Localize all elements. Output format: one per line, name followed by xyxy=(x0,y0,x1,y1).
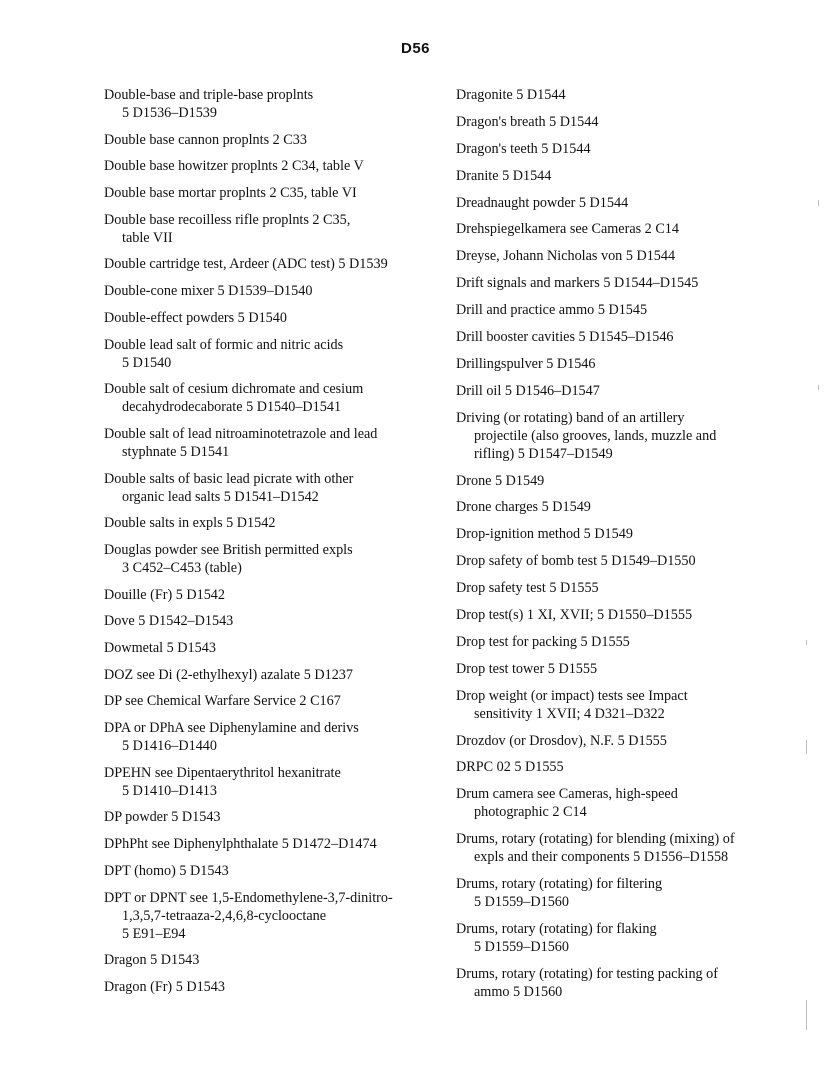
index-entry xyxy=(456,382,801,400)
index-entry xyxy=(456,86,801,104)
scan-mark xyxy=(806,1000,807,1030)
index-entry-line: Drone 5 D1549 xyxy=(456,472,545,489)
index-entry-line: organic lead salts 5 D1541–D1542 xyxy=(122,488,319,505)
index-entry xyxy=(456,301,801,319)
index-entry xyxy=(104,336,434,372)
index-entry xyxy=(104,835,434,853)
scan-mark xyxy=(818,385,819,390)
index-entry xyxy=(104,184,434,202)
index-entry xyxy=(104,282,434,300)
index-entry-line: 5 D1559–D1560 xyxy=(474,939,569,956)
index-entry xyxy=(104,380,434,416)
index-entry xyxy=(104,425,434,461)
index-entry-line: decahydrodecaborate 5 D1540–D1541 xyxy=(122,399,342,416)
index-entry-line: 5 D1416–D1440 xyxy=(122,738,217,755)
page-number: D56 xyxy=(400,40,431,57)
index-entry xyxy=(104,951,434,969)
index-entry-line: Drop safety of bomb test 5 D1549–D1550 xyxy=(456,553,696,570)
index-entry xyxy=(456,732,801,750)
index-entry xyxy=(456,498,801,516)
index-entry-line: Drift signals and markers 5 D1544–D1545 xyxy=(456,275,699,292)
index-entry-line: photographic 2 C14 xyxy=(474,804,587,821)
index-entry-line: Drop test tower 5 D1555 xyxy=(456,660,598,677)
index-entry xyxy=(104,211,434,247)
index-entry xyxy=(456,355,801,373)
index-entry-line: Dragon's teeth 5 D1544 xyxy=(456,140,591,157)
index-entry-line: Driving (or rotating) band of an artillery xyxy=(456,409,685,426)
index-entry-line: Dranite 5 D1544 xyxy=(456,167,552,184)
index-entry xyxy=(456,552,801,570)
index-entry-line: DPA or DPhA see Diphenylamine and derivs xyxy=(104,720,359,737)
index-entry-line: Drums, rotary (rotating) for blending (mixing) of xyxy=(456,831,735,848)
index-entry xyxy=(456,525,801,543)
index-entry-line: Double-effect powders 5 D1540 xyxy=(104,309,287,326)
index-entry-line: DPT (homo) 5 D1543 xyxy=(104,862,229,879)
index-entry-line: 5 D1536–D1539 xyxy=(122,105,217,121)
index-entry-line: Drop safety test 5 D1555 xyxy=(456,580,599,597)
index-entry xyxy=(104,978,434,996)
index-entry-line: Dove 5 D1542–D1543 xyxy=(104,613,234,630)
index-entry-line: Drill oil 5 D1546–D1547 xyxy=(456,382,600,399)
index-entry xyxy=(456,687,801,723)
index-entry-line: expls and their components 5 D1556–D1558 xyxy=(474,849,729,866)
index-entry-line: Drop test for packing 5 D1555 xyxy=(456,633,630,650)
index-entry-line: Drillingspulver 5 D1546 xyxy=(456,355,596,372)
index-entry-line: Dragon (Fr) 5 D1543 xyxy=(104,978,225,995)
index-entry-line: DPT or DPNT see 1,5-Endomethylene-3,7-dinitro- xyxy=(104,889,393,906)
index-entry xyxy=(456,409,801,463)
index-entry-line: Dragon 5 D1543 xyxy=(104,952,200,969)
index-entry xyxy=(456,247,801,265)
index-entry-line: Drums, rotary (rotating) for flaking xyxy=(456,921,657,938)
index-entry-line: Drill booster cavities 5 D1545–D1546 xyxy=(456,329,674,346)
index-entry xyxy=(104,86,434,122)
index-entry xyxy=(456,579,801,597)
index-entry xyxy=(104,808,434,826)
index-entry-line: DP powder 5 D1543 xyxy=(104,809,221,826)
index-entry-line: DP see Chemical Warfare Service 2 C167 xyxy=(104,693,341,710)
index-entry-line: Double salts in expls 5 D1542 xyxy=(104,515,276,532)
index-entry-line: Drozdov (or Drosdov), N.F. 5 D1555 xyxy=(456,732,667,749)
index-entry xyxy=(104,541,434,577)
index-entry-line: Drop weight (or impact) tests see Impact xyxy=(456,687,688,704)
index-entry xyxy=(456,113,801,131)
scan-mark xyxy=(806,740,807,754)
index-entry xyxy=(456,140,801,158)
index-entry-line: 5 D1559–D1560 xyxy=(474,894,569,911)
index-entry-line: Double base mortar proplnts 2 C35, table VI xyxy=(104,185,357,202)
index-entry xyxy=(104,586,434,604)
index-entry xyxy=(104,470,434,506)
index-entry xyxy=(456,274,801,292)
index-entry-line: Dragonite 5 D1544 xyxy=(456,87,566,103)
index-entry-line: sensitivity 1 XVII; 4 D321–D322 xyxy=(474,705,665,722)
index-entry-line: Double salts of basic lead picrate with other xyxy=(104,470,354,487)
index-entry-line: 5 E91–E94 xyxy=(122,925,186,942)
index-entry-line: Drop test(s) 1 XI, XVII; 5 D1550–D1555 xyxy=(456,607,693,624)
index-entry xyxy=(456,785,801,821)
index-entry-line: Dreyse, Johann Nicholas von 5 D1544 xyxy=(456,248,676,265)
index-entry-line: Drum camera see Cameras, high-speed xyxy=(456,786,678,803)
index-entry-line: ammo 5 D1560 xyxy=(474,983,563,1000)
index-entry-line: Dreadnaught powder 5 D1544 xyxy=(456,194,629,211)
index-entry-line: styphnate 5 D1541 xyxy=(122,443,230,460)
index-entry-line: DOZ see Di (2-ethylhexyl) azalate 5 D1237 xyxy=(104,666,353,683)
index-entry-line: Drums, rotary (rotating) for filtering xyxy=(456,876,663,893)
index-entry-line: Double-base and triple-base proplnts xyxy=(104,87,314,103)
index-entry-line: Douille (Fr) 5 D1542 xyxy=(104,586,225,603)
index-entry-line: DPhPht see Diphenylphthalate 5 D1472–D1474 xyxy=(104,836,377,853)
index-entry xyxy=(456,472,801,490)
index-entry xyxy=(104,719,434,755)
index-entry-line: Dragon's breath 5 D1544 xyxy=(456,113,599,130)
index-entry xyxy=(104,309,434,327)
index-entry xyxy=(104,514,434,532)
index-entry xyxy=(104,131,434,149)
index-entry-line: Douglas powder see British permitted expls xyxy=(104,541,353,558)
index-entry-line: Drone charges 5 D1549 xyxy=(456,499,591,516)
index-entry-line: table VII xyxy=(122,229,173,246)
index-entry-line: Dowmetal 5 D1543 xyxy=(104,640,216,656)
index-entry xyxy=(104,255,434,273)
index-entry-line: Double salt of cesium dichromate and cesium xyxy=(104,381,364,398)
index-column-left xyxy=(104,86,434,1005)
index-entry-line: Drums, rotary (rotating) for testing packing of xyxy=(456,965,719,982)
scan-mark xyxy=(818,200,819,206)
index-entry xyxy=(456,758,801,776)
index-entry xyxy=(104,889,434,943)
index-entry-line: Drehspiegelkamera see Cameras 2 C14 xyxy=(456,221,679,238)
index-entry xyxy=(104,692,434,710)
index-entry xyxy=(104,639,434,657)
index-entry xyxy=(456,830,801,866)
index-entry-line: 1,3,5,7-tetraaza-2,4,6,8-cyclooctane xyxy=(122,907,327,924)
index-entry xyxy=(456,965,801,1001)
index-entry-line: 5 D1410–D1413 xyxy=(122,782,217,799)
index-entry xyxy=(456,633,801,651)
index-entry-line: Drop-ignition method 5 D1549 xyxy=(456,526,633,543)
index-entry-line: rifling) 5 D1547–D1549 xyxy=(474,445,613,462)
index-entry xyxy=(456,660,801,678)
index-entry xyxy=(104,157,434,175)
index-entry xyxy=(104,612,434,630)
index-entry-line: projectile (also grooves, lands, muzzle and xyxy=(474,427,717,444)
index-entry-line: Double base recoilless rifle proplnts 2 C35, xyxy=(104,211,351,228)
index-entry xyxy=(456,220,801,238)
index-entry-line: 5 D1540 xyxy=(122,354,172,371)
index-entry-line: Double salt of lead nitroaminotetrazole and lead xyxy=(104,425,378,442)
index-column-right xyxy=(456,86,801,1010)
index-entry-line: Double-cone mixer 5 D1539–D1540 xyxy=(104,283,313,300)
index-entry-line: Drill and practice ammo 5 D1545 xyxy=(456,302,648,319)
index-entry xyxy=(104,764,434,800)
index-entry-line: Double base howitzer proplnts 2 C34, table V xyxy=(104,158,364,175)
index-entry xyxy=(456,167,801,185)
index-entry-line: Double base cannon proplnts 2 C33 xyxy=(104,131,307,148)
index-entry xyxy=(456,920,801,956)
index-entry xyxy=(456,606,801,624)
index-entry-line: DRPC 02 5 D1555 xyxy=(456,759,564,776)
index-entry xyxy=(104,862,434,880)
index-entry-line: 3 C452–C453 (table) xyxy=(122,559,242,576)
index-entry xyxy=(104,666,434,684)
index-entry xyxy=(456,875,801,911)
index-entry-line: DPEHN see Dipentaerythritol hexanitrate xyxy=(104,764,341,781)
index-entry-line: Double lead salt of formic and nitric acids xyxy=(104,336,344,353)
index-entry xyxy=(456,194,801,212)
index-entry xyxy=(456,328,801,346)
scan-mark xyxy=(806,640,807,645)
index-entry-line: Double cartridge test, Ardeer (ADC test) 5 D1539 xyxy=(104,256,388,273)
